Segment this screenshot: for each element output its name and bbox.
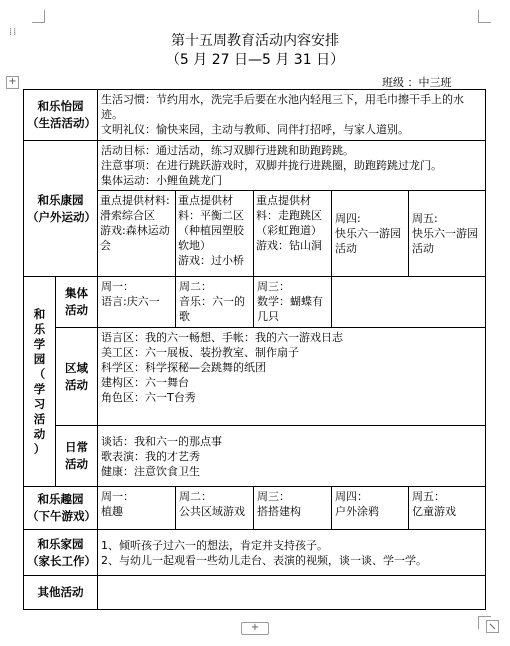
daily-line-song: 歌表演：我的才艺秀	[101, 449, 200, 463]
learning-label-char: 习	[33, 396, 46, 411]
add-row-button[interactable]: +	[241, 622, 269, 635]
collective-day-mon[interactable]: 周一： 语言:庆六一	[98, 277, 176, 328]
area-line-art: 美工区：六一展板、装扮教室、制作扇子	[101, 346, 299, 359]
family-label-cell	[24, 530, 98, 576]
outdoor-day-tue[interactable]: 重点提供材料：平衡二区（种植园塑胶软地） 游戏：过小桥	[176, 191, 254, 277]
table-resize-handle-icon[interactable]	[486, 620, 499, 633]
outdoor-day-thu[interactable]: 周四: 快乐六一游园活动	[332, 191, 409, 277]
drag-grip-icon[interactable]: ⁞⁞	[9, 27, 18, 38]
collective-label-cell	[56, 277, 98, 328]
row-other	[24, 576, 486, 610]
learning-label-char: 学	[33, 381, 46, 396]
outdoor-day-wed[interactable]: 重点提供材料：走跑跳区（彩虹跑道） 游戏：钻山洞	[254, 191, 332, 277]
daily-line-talk: 谈话：我和六一的那点事	[101, 434, 222, 448]
afternoon-day-wed[interactable]: 周三： 搭搭建构	[254, 487, 332, 530]
family-label: 和乐家园	[37, 536, 84, 551]
document-subtitle: （5 月 27 日—5 月 31 日）	[165, 52, 345, 68]
outdoor-note-text: 注意事项：在进行跳跃游戏时，双脚并拢行进跳圈，助跑跨跳过龙门。	[101, 159, 442, 172]
afternoon-label-cell	[24, 487, 98, 530]
learning-label-cell	[24, 277, 56, 487]
area-label: 区域	[65, 360, 88, 375]
row-outdoor-info	[24, 141, 486, 191]
life-etiquette-text: 文明礼仪：愉快来园，主动与教师、同伴打招呼，与家人道别。	[101, 123, 409, 136]
life-label-cell	[24, 90, 98, 141]
row-learning-area	[24, 328, 486, 426]
row-life	[24, 90, 486, 141]
daily-content-cell[interactable]	[98, 426, 486, 487]
collective-label: 集体	[65, 286, 88, 300]
other-content-cell[interactable]	[98, 576, 486, 610]
family-content-cell[interactable]	[98, 530, 486, 576]
document-title: 第十五周教育活动内容安排	[171, 33, 339, 49]
afternoon-day-fri[interactable]: 周五： 亿童游戏	[409, 487, 486, 530]
life-content-cell[interactable]	[98, 90, 486, 141]
learning-label-char: （	[33, 366, 46, 381]
area-line-role: 角色区：六一T台秀	[101, 391, 196, 404]
outdoor-label: 和乐康园	[37, 192, 84, 207]
area-label-cell	[56, 328, 98, 426]
collective-day-tue[interactable]: 周二： 音乐：六一的歌	[176, 277, 254, 328]
family-line-2: 2、与幼儿一起观看一些幼儿走台、表演的视频，谈一谈、学一学。	[101, 553, 427, 567]
outdoor-info-cell[interactable]	[98, 141, 486, 191]
learning-label-char: 和	[33, 306, 46, 321]
afternoon-day-tue[interactable]: 周二： 公共区域游戏	[176, 487, 254, 530]
learning-label-char: 园	[33, 351, 46, 366]
life-label: 和乐怡园	[37, 99, 84, 113]
learning-label-char: 学	[33, 336, 46, 351]
collective-day-wed[interactable]: 周三： 数学：蝴蝶有几只	[254, 277, 332, 328]
collective-empty-cell[interactable]	[332, 277, 486, 328]
daily-label: 日常	[65, 440, 88, 454]
learning-label-char: 乐	[33, 321, 46, 336]
table-move-handle-icon[interactable]: +	[6, 76, 19, 89]
outdoor-label-sub: （户外运动）	[27, 209, 96, 224]
life-habit-text: 生活习惯：节约用水，洗完手后要在水池内轻甩三下，用毛巾擦干手上的水迹。	[101, 93, 464, 121]
outdoor-group-text: 集体运动：小鲤鱼跳龙门	[101, 174, 222, 187]
daily-label-cell	[56, 426, 98, 487]
row-afternoon	[24, 487, 486, 530]
class-label: 班级 ：中三班	[382, 76, 452, 89]
life-label-sub: （生活活动）	[27, 116, 96, 130]
daily-label-sub: 活动	[65, 457, 88, 471]
family-label-sub: （家长工作）	[27, 553, 96, 568]
row-learning-daily	[24, 426, 486, 487]
learning-label-char: 动	[33, 426, 46, 441]
afternoon-label-sub: （下午游戏）	[27, 509, 96, 523]
page-corner-mark-top-right	[478, 10, 491, 23]
afternoon-day-mon[interactable]: 周一： 植趣	[98, 487, 176, 530]
learning-label-char: 活	[33, 411, 46, 426]
collective-label-sub: 活动	[65, 303, 88, 317]
daily-line-health: 健康：注意饮食卫生	[101, 464, 200, 478]
row-family	[24, 530, 486, 576]
other-label-cell: 其他活动	[24, 576, 98, 610]
outdoor-day-mon[interactable]: 重点提供材料:滑索综合区 游戏:森林运动会	[98, 191, 176, 277]
schedule-table	[23, 89, 486, 610]
family-line-1: 1、倾听孩子过六一的想法，肯定并支持孩子。	[101, 538, 328, 552]
afternoon-day-thu[interactable]: 周四： 户外涂鸦	[332, 487, 409, 530]
page-corner-mark-top-left	[32, 10, 45, 23]
area-content-cell[interactable]	[98, 328, 486, 426]
row-learning-collective	[24, 277, 486, 328]
area-label-sub: 活动	[65, 377, 88, 392]
afternoon-label: 和乐趣园	[37, 492, 84, 506]
learning-label-char: ）	[33, 441, 46, 456]
area-line-build: 建构区：六一舞台	[101, 376, 189, 389]
area-line-language: 语言区：我的六一畅想、手帐：我的六一游戏日志	[101, 331, 343, 344]
outdoor-goal-text: 活动目标：通过活动，练习双脚行进跳和助跑跨跳。	[101, 144, 354, 157]
area-line-science: 科学区：科学探秘—会跳舞的纸团	[101, 361, 266, 374]
outdoor-label-cell	[24, 141, 98, 277]
outdoor-day-fri[interactable]: 周五: 快乐六一游园活动	[409, 191, 486, 277]
